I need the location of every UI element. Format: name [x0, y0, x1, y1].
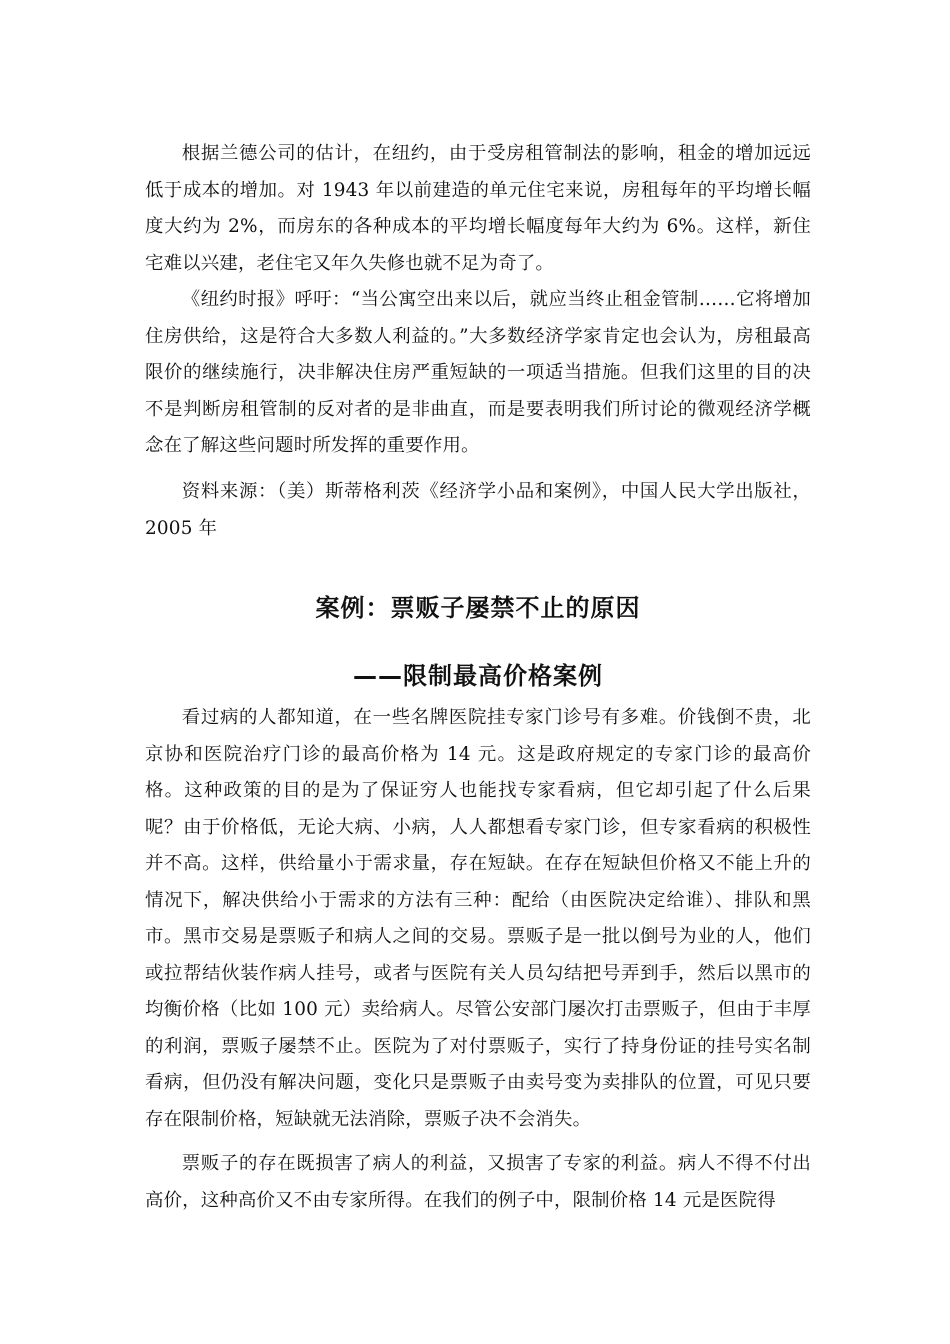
paragraph-harm: 票贩子的存在既损害了病人的利益，又损害了专家的利益。病人不得不付出高价，这种高价又不由专家所得。在我们的例子中，限制价格 14 元是医院得 — [145, 1153, 811, 1211]
source-citation: 资料来源：（美）斯蒂格利茨《经济学小品和案例》，中国人民大学出版社，2005 年 — [145, 481, 811, 539]
paragraph-ticket-scalpers: 看过病的人都知道，在一些名牌医院挂专家门诊号有多难。价钱倒不贵，北京协和医院治疗门诊的最高价格为 14 元。这是政府规定的专家门诊的最高价格。这种政策的目的是为了保证穷人也能找专家看病，但它却引起了什么后果呢？由于价格低，无论大病、小病，人人都想看专家门诊，但专家看病的积极性并不高。这样，供给量小于需求量，存在短缺。在存在短缺但价格又不能上升的情况下，解决供给小于需求的方法有三种：配给（由医院决定给谁）、排队和黑市。黑市交易是票贩子和病人之间的交易。票贩子是一批以倒号为业的人，他们或拉帮结伙装作病人挂号，或者与医院有关人员勾结把号弄到手，然后以黑市的均衡价格（比如 100 元）卖给病人。尽管公安部门屡次打击票贩子，但由于丰厚的利润，票贩子屡禁不止。医院为了对付票贩子，实行了持身份证的挂号实名制看病，但仍没有解决问题，变化只是票贩子由卖号变为卖排队的位置，可见只要存在限制价格，短缺就无法消除，票贩子决不会消失。 — [145, 707, 811, 1130]
paragraph-rand-estimate: 根据兰德公司的估计，在纽约，由于受房租管制法的影响，租金的增加远远低于成本的增加。对 1943 年以前建造的单元住宅来说，房租每年的平均增长幅度大约为 2%，而房东的各种成本的平均增长幅度每年大约为 6%。这样，新住宅难以兴建，老住宅又年久失修也就不足为奇了。 — [145, 143, 811, 274]
paragraph-nyt-call: 《纽约时报》呼吁：“当公寓空出来以后，就应当终止租金管制……它将增加住房供给，这是符合大多数人利益的。”大多数经济学家肯定也会认为，房租最高限价的继续施行，决非解决住房严重短缺的一项适当措施。但我们这里的目的决不是判断房租管制的反对者的是非曲直，而是要表明我们所讨论的微观经济学概念在了解这些问题时所发挥的重要作用。 — [145, 289, 811, 457]
case-subtitle: ——限制最高价格案例 — [353, 661, 603, 690]
case-title: 案例：票贩子屡禁不止的原因 — [315, 594, 641, 623]
